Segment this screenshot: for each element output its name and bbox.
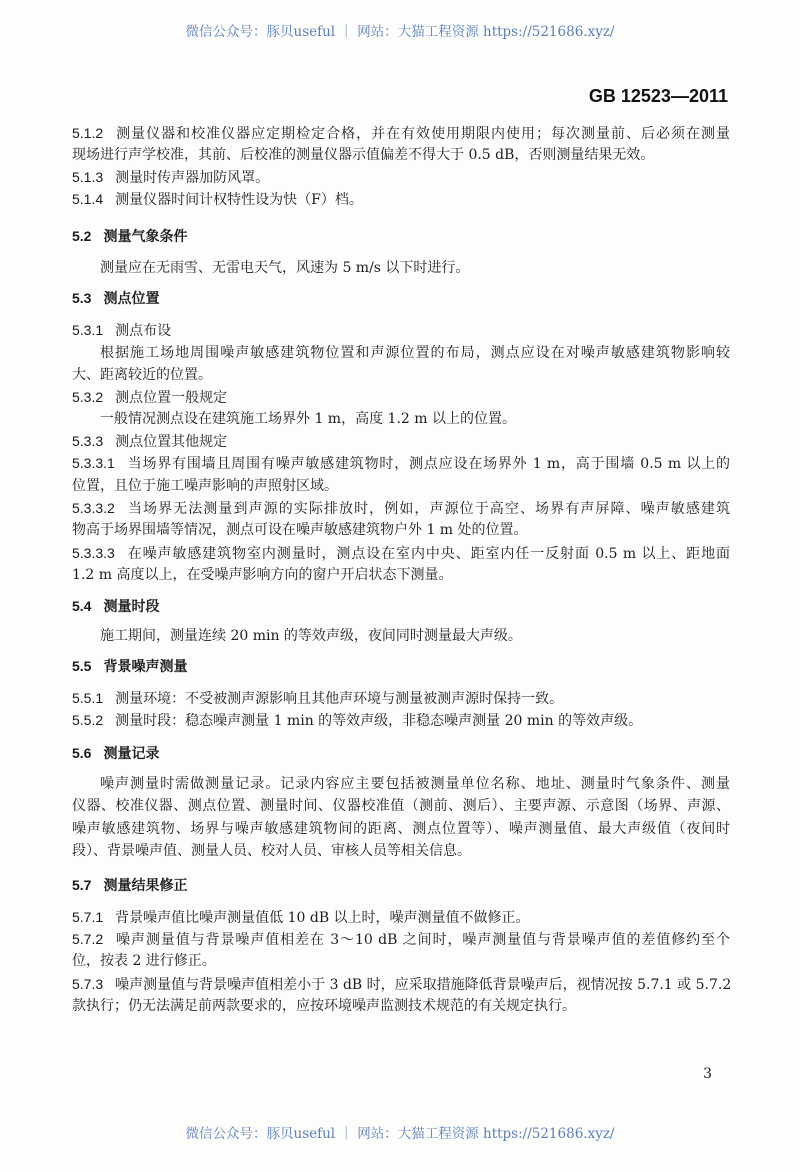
clause-text: 背景噪声测量 <box>103 659 188 675</box>
clause-line <box>72 929 730 949</box>
section-heading <box>72 743 730 763</box>
clause-number: 5.6 <box>72 745 92 761</box>
clause-text: 施工期间，测量连续 20 min 的等效声级，夜间同时测量最大声级。 <box>100 628 522 644</box>
clause-number: 5.5.2 <box>72 712 104 728</box>
clause-text: 测量时段：稳态噪声测量 1 min 的等效声级，非稳态噪声测量 20 min 的等效声级。 <box>115 713 643 729</box>
clause-number: 5.3.3.1 <box>72 455 115 471</box>
text-line <box>100 258 730 278</box>
clause-line <box>72 688 730 708</box>
clause-text: 当场界无法测量到声源的实际排放时，例如，声源位于高空、场界有声屏障、噪声敏感建筑 <box>126 501 730 517</box>
clause-number: 5.3 <box>72 290 92 306</box>
clause-text: 大、距离较近的位置。 <box>72 367 212 383</box>
section-heading <box>72 875 730 895</box>
clause-text: 测量时传声器加防风罩。 <box>115 170 270 186</box>
section-heading <box>72 226 730 246</box>
clause-number: 5.7 <box>72 877 92 893</box>
text-line <box>72 145 730 165</box>
clause-line <box>72 543 730 563</box>
clause-text: 测点布设 <box>115 323 172 339</box>
clause-number: 5.5.1 <box>72 690 104 706</box>
text-line <box>100 774 730 794</box>
watermark-bottom: 微信公众号：豚贝useful ｜ 网站：大猫工程资源 https://521686.xyz/ <box>185 1126 615 1142</box>
text-line <box>100 626 730 646</box>
clause-text: 噪声敏感建筑物、场界与噪声敏感建筑物间的距离、测点位置等）、噪声测量值、最大声级值（夜间时 <box>72 821 730 837</box>
section-heading <box>72 596 730 616</box>
clause-line <box>72 320 730 340</box>
text-line <box>72 819 730 839</box>
clause-text: 物高于场界围墙等情况，测点可设在噪声敏感建筑物户外 1 m 处的位置。 <box>72 522 528 538</box>
clause-text: 当场界有围墙且周围有噪声敏感建筑物时，测点应设在场界外 1 m，高于围墙 0.5 m 以上的 <box>126 456 730 472</box>
clause-line <box>72 189 730 209</box>
text-line <box>72 841 730 861</box>
clause-text: 背景噪声值比噪声测量值低 10 dB 以上时，噪声测量值不做修正。 <box>115 910 530 926</box>
clause-text: 在噪声敏感建筑物室内测量时，测点设在室内中央、距室内任一反射面 0.5 m 以上、距地面 <box>126 546 730 562</box>
clause-text: 测量环境：不受被测声源影响且其他声环境与测量被测声源时保持一致。 <box>115 691 564 707</box>
clause-number: 5.1.3 <box>72 169 104 185</box>
clause-text: 段）、背景噪声值、测量人员、校对人员、审核人员等相关信息。 <box>72 843 471 859</box>
clause-number: 5.1.4 <box>72 191 104 207</box>
clause-text: 测点位置一般规定 <box>115 390 228 406</box>
section-heading <box>72 656 730 676</box>
clause-text: 噪声测量时需做测量记录。记录内容应主要包括被测量单位名称、地址、测量时气象条件、测量 <box>100 776 730 792</box>
clause-text: 款执行；仍无法满足前两款要求的，应按环境噪声监测技术规范的有关规定执行。 <box>72 998 576 1014</box>
clause-text: 测点位置 <box>103 291 160 307</box>
clause-line <box>72 123 730 143</box>
clause-text: 测点位置其他规定 <box>115 434 228 450</box>
clause-line <box>72 387 730 407</box>
text-line <box>100 409 730 429</box>
clause-text: 测量应在无雨雪、无雷电天气，风速为 5 m/s 以下时进行。 <box>100 260 470 276</box>
text-line <box>100 343 730 363</box>
clause-number: 5.1.2 <box>72 125 104 141</box>
text-line <box>72 996 730 1016</box>
clause-number: 5.5 <box>72 658 92 674</box>
clause-text: 测量记录 <box>103 746 160 762</box>
text-line <box>72 365 730 385</box>
section-heading <box>72 288 730 308</box>
clause-text: 测量仪器和校准仪器应定期检定合格，并在有效使用期限内使用；每次测量前、后必须在测量 <box>115 126 730 142</box>
standard-number: GB 12523—2011 <box>588 86 728 106</box>
text-line <box>72 796 730 816</box>
clause-line <box>72 710 730 730</box>
clause-text: 位，按表 2 进行修正。 <box>72 953 216 969</box>
clause-number: 5.7.2 <box>72 931 104 947</box>
clause-text: 噪声测量值与背景噪声值相差小于 3 dB 时，应采取措施降低背景噪声后，视情况按 5.7.1 或 5.7.2 <box>115 977 732 993</box>
clause-text: 测量仪器时间计权特性设为快（F）档。 <box>115 192 363 208</box>
clause-text: 仪器、校准仪器、测点位置、测量时间、仪器校准值（测前、测后）、主要声源、示意图（场界、声源、 <box>72 798 730 814</box>
watermark-top: 微信公众号：豚贝useful ｜ 网站：大猫工程资源 https://521686.xyz/ <box>185 24 615 40</box>
clause-text: 1.2 m 高度以上，在受噪声影响方向的窗户开启状态下测量。 <box>72 567 453 583</box>
clause-number: 5.3.3.2 <box>72 500 115 516</box>
clause-number: 5.3.1 <box>72 322 104 338</box>
clause-text: 测量结果修正 <box>103 878 188 894</box>
clause-number: 5.4 <box>72 598 92 614</box>
clause-text: 现场进行声学校准，其前、后校准的测量仪器示值偏差不得大于 0.5 dB，否则测量结果无效。 <box>72 147 655 163</box>
text-line <box>72 476 730 496</box>
clause-number: 5.2 <box>72 228 92 244</box>
clause-line <box>72 431 730 451</box>
text-line <box>72 951 730 971</box>
clause-text: 测量气象条件 <box>103 229 188 245</box>
clause-line <box>72 907 730 927</box>
page-number: 3 <box>703 1066 712 1082</box>
clause-line <box>72 974 731 994</box>
text-line <box>72 520 730 540</box>
text-line <box>72 565 730 585</box>
clause-number: 5.3.3.3 <box>72 545 115 561</box>
clause-text: 噪声测量值与背景噪声值相差在 3～10 dB 之间时，噪声测量值与背景噪声值的差值修约至个 <box>115 932 730 948</box>
clause-line <box>72 167 730 187</box>
clause-number: 5.7.3 <box>72 976 104 992</box>
clause-line <box>72 453 730 473</box>
clause-text: 根据施工场地周围噪声敏感建筑物位置和声源位置的布局，测点应设在对噪声敏感建筑物影响较 <box>100 345 730 361</box>
clause-line <box>72 498 730 518</box>
clause-text: 一般情况测点设在建筑施工场界外 1 m，高度 1.2 m 以上的位置。 <box>100 411 516 427</box>
clause-number: 5.3.2 <box>72 389 104 405</box>
clause-text: 测量时段 <box>103 599 160 615</box>
clause-number: 5.3.3 <box>72 433 104 449</box>
clause-text: 位置，且位于施工噪声影响的声照射区域。 <box>72 478 338 494</box>
clause-number: 5.7.1 <box>72 909 104 925</box>
